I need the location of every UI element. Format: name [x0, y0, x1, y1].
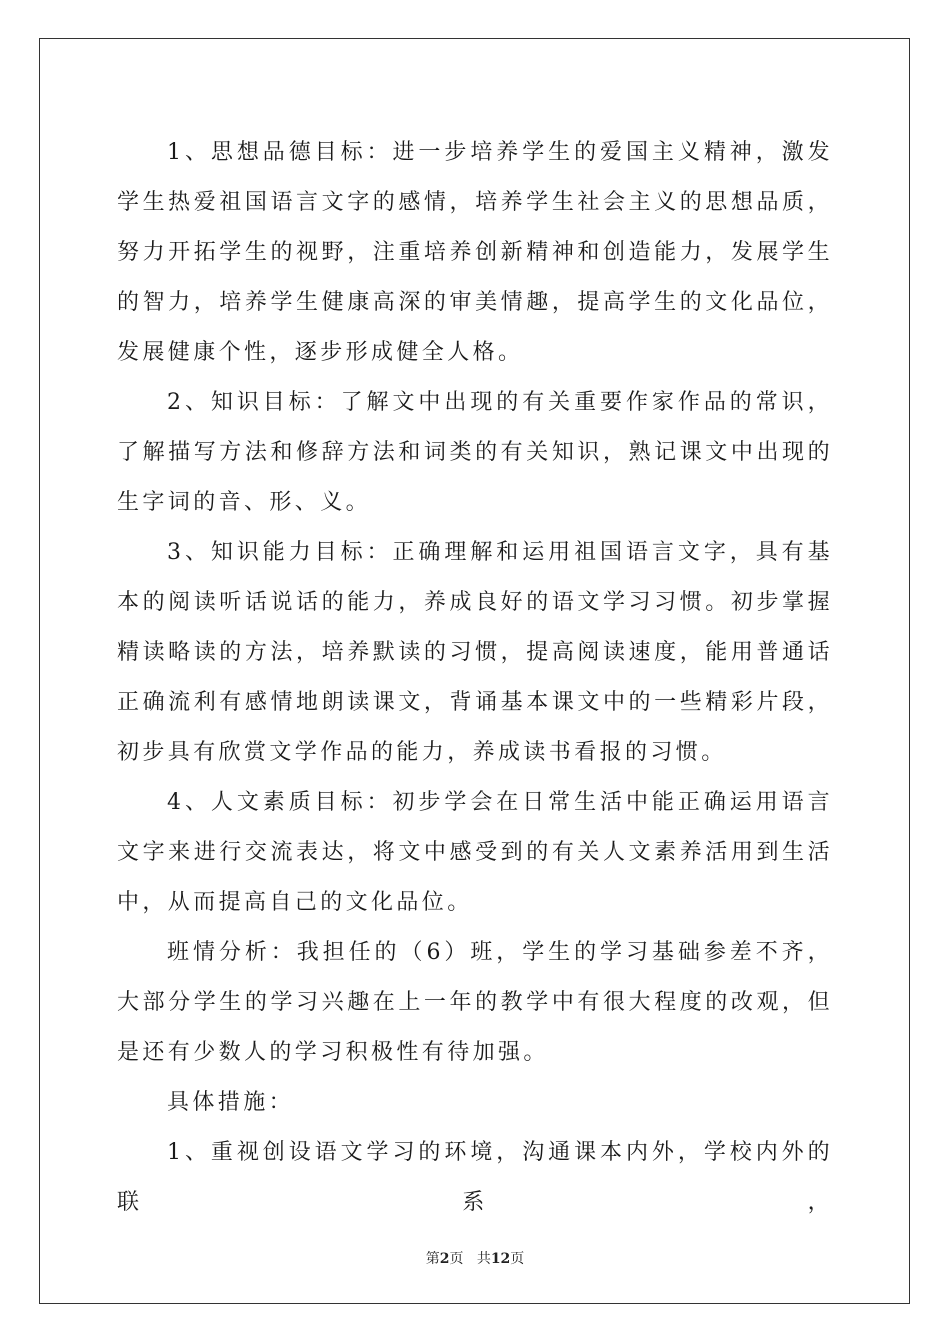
total-label-prefix: 共 [476, 1251, 491, 1267]
page-label-prefix: 第 [425, 1251, 440, 1267]
paragraph-measures-heading: 具体措施： [167, 1090, 295, 1115]
paragraph-measure-1: 1、重视创设语文学习的环境，沟通课本内外，学校内外的联系， [117, 1140, 833, 1215]
page-footer [0, 1248, 950, 1268]
page-number: 2 [439, 1251, 450, 1267]
page-label-suffix: 页 [449, 1251, 464, 1267]
paragraph-ability-goal: 3、知识能力目标：正确理解和运用祖国语言文字，具有基本的阅读听话说话的能力，养成良好的语文学习习惯。初步掌握精读略读的方法，培养默读的习惯，提高阅读速度，能用普通话正确流利有感情地朗读课文，背诵基本课文中的一些精彩片段，初步具有欣赏文学作品的能力，养成读书看报的习惯。 [117, 540, 833, 765]
paragraph-knowledge-goal: 2、知识目标：了解文中出现的有关重要作家作品的常识，了解描写方法和修辞方法和词类的有关知识，熟记课文中出现的生字词的音、形、义。 [117, 390, 833, 515]
paragraph-moral-goal: 1、思想品德目标：进一步培养学生的爱国主义精神，激发学生热爱祖国语言文字的感情，培养学生社会主义的思想品质，努力开拓学生的视野，注重培养创新精神和创造能力，发展学生的智力，培养学生健康高深的审美情趣，提高学生的文化品位，发展健康个性，逐步形成健全人格。 [117, 140, 833, 365]
document-body [117, 128, 833, 1228]
paragraph-class-analysis: 班情分析：我担任的（6）班，学生的学习基础参差不齐，大部分学生的学习兴趣在上一年的教学中有很大程度的改观，但是还有少数人的学习积极性有待加强。 [117, 940, 833, 1065]
total-label-suffix: 页 [510, 1251, 525, 1267]
total-pages: 12 [490, 1251, 511, 1267]
paragraph-humanities-goal: 4、人文素质目标：初步学会在日常生活中能正确运用语言文字来进行交流表达，将文中感受到的有关人文素养活用到生活中，从而提高自己的文化品位。 [117, 790, 833, 915]
